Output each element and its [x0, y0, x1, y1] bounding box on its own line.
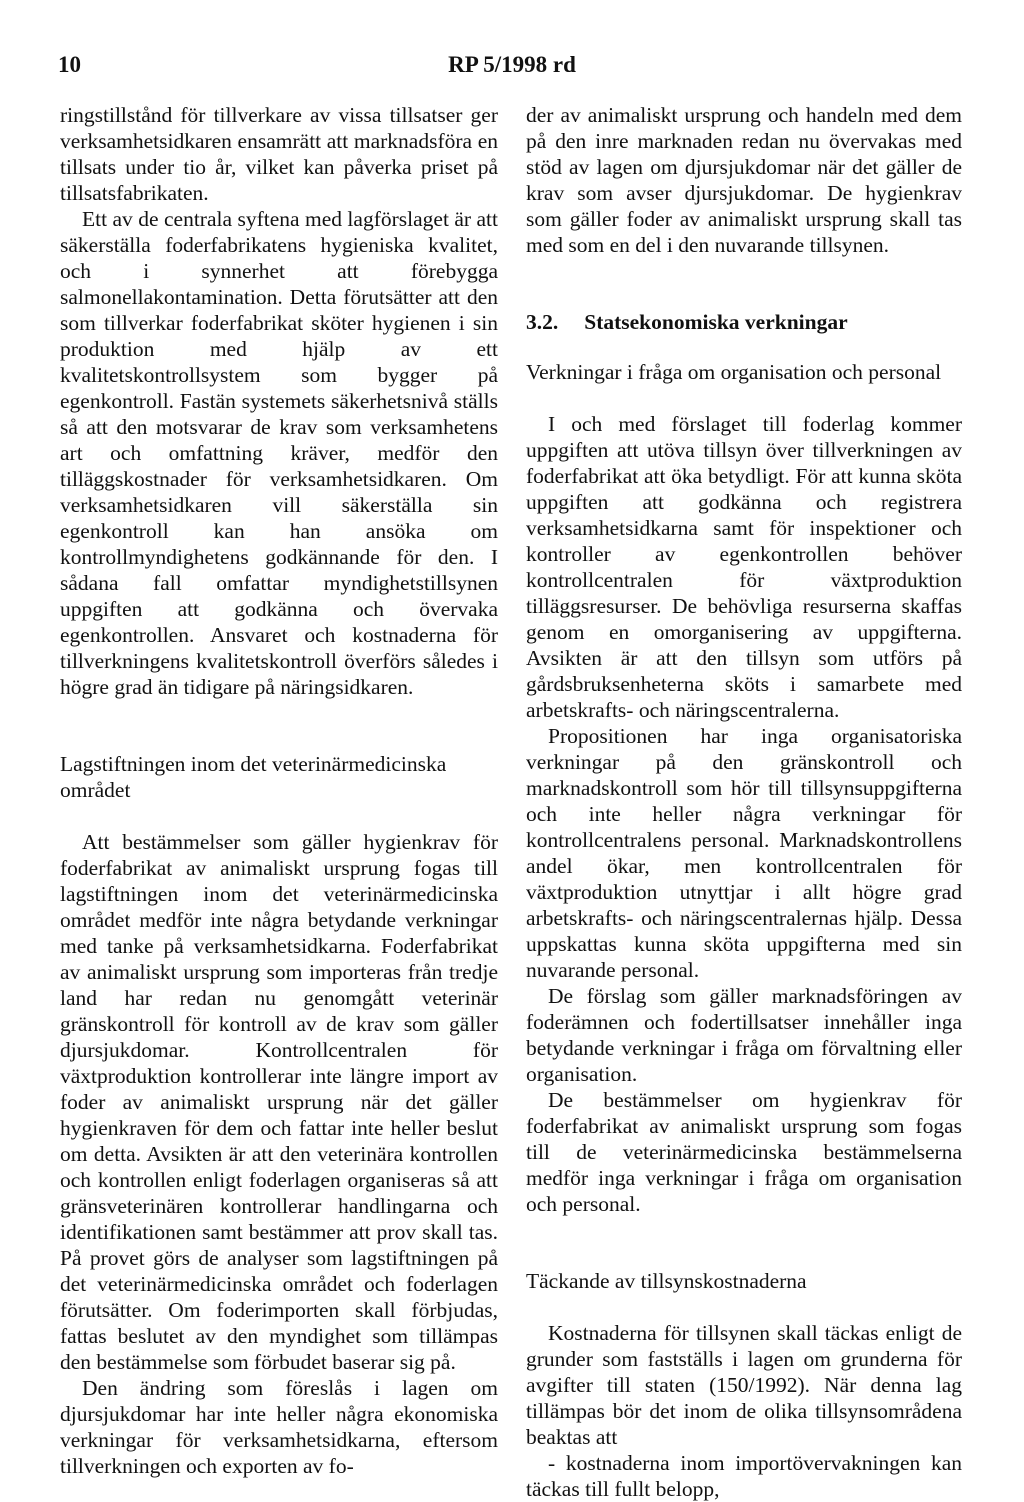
section-title: Statsekonomiska verkningar [584, 310, 848, 334]
paragraph: I och med förslaget till foderlag kommer uppgiften att utöva tillsyn över tillverkningen av foderfabrikat att öka betydligt. För att kunna sköta uppgiften att godkänna och registrera verksamhetsidkarna samt för inspektioner och kontroller av egenkontrollen behöver kontrollcentralen för växtproduktion tilläggsresurser. De behövliga resurserna skaffas genom en omorganisering av uppgifterna. Avsikten är att den tillsyn som utförs på gårdsbruksenheterna sköts i samarbete med arbetskrafts- och näringscentralerna. [526, 412, 962, 722]
running-title: RP 5/1998 rd [448, 52, 576, 77]
right-column [526, 102, 962, 1502]
paragraph: der av animaliskt ursprung och handeln med dem på den inre marknaden redan nu övervakas med stöd av lagen om djursjukdomar när det gäller de krav som avser djursjukdomar. De hygienkrav som gäller foder av animaliskt ursprung skall tas med som en del i den nuvarande tillsynen. [526, 103, 962, 257]
subsection-heading: Täckande av tillsynskostnaderna [526, 1269, 807, 1293]
section-number: 3.2. [526, 310, 559, 334]
page-number: 10 [58, 52, 81, 77]
paragraph: ringstillstånd för tillverkare av vissa tillsatser ger verksamhetsidkaren ensamrätt att marknadsföra en tillsats under tio år, vilket kan påverka priset på tillsatsfabrikaten. [60, 103, 498, 205]
subsection-heading: Lagstiftningen inom det veterinärmedicinska området [60, 752, 447, 802]
paragraph: Ett av de centrala syftena med lagförslaget är att säkerställa foderfabrikatens hygieniska kvalitet, och i synnerhet att förebygga salmonellakontamination. Detta förutsätter att den som tillverkar foderfabrikat sköter hygienen i sin produktion med hjälp av ett kvalitetskontrollsystem som bygger på egenkontroll. Fastän systemets säkerhetsnivå ställs så att den motsvarar de krav som verksamhetens art och omfattning kräver, medför den tilläggskostnader för verksamhetsidkaren. Om verksamhetsidkaren vill säkerställa sin egenkontroll kan han ansöka om kontrollmyndighetens godkännande för den. I sådana fall omfattar myndighetstillsynen uppgiften att godkänna och övervaka egenkontrollen. Ansvaret och kostnaderna för tillverkningens kvalitetskontroll överförs således i högre grad än tidigare på näringsidkaren. [60, 207, 498, 699]
paragraph: Att bestämmelser som gäller hygienkrav för foderfabrikat av animaliskt ursprung fogas till lagstiftningen inom det veterinärmedicinska området medför inte några betydande verkningar med tanke på verksamhetsidkarna. Foderfabrikat av animaliskt ursprung som importeras från tredje land har redan nu genomgått veterinär gränskontroll för kontroll av de krav som gäller djursjukdomar. Kontrollcentralen för växtproduktion kontrollerar inte längre import av foder av animaliskt ursprung när det gäller hygienkraven för dem och fattar inte heller beslut om detta. Avsikten är att den veterinära kontrollen och kontrollen enligt foderlagen organiseras så att gränsveterinären kontrollerar handlingarna och identifikationen samt bestämmer att prov skall tas. På provet görs de analyser som lagstiftningen på det veterinärmedicinska området och foderlagen förutsätter. Om foderimporten skall förbjudas, fattas beslutet av den myndighet som tillämpas den bestämmelse som förbudet baserar sig på. [60, 830, 498, 1374]
paragraph: Propositionen har inga organisatoriska verkningar på den gränskontroll och marknadskontroll som hör till tillsynsuppgifterna och inte heller några verkningar för kontrollcentralens personal. Marknadskontrollens andel ökar, men kontrollcentralen för växtproduktion utnyttjar i allt högre grad arbetskrafts- och näringscentralernas hjälp. Dessa uppskattas kunna sköta uppgifterna med sin nuvarande personal. [526, 724, 962, 982]
paragraph: De bestämmelser om hygienkrav för foderfabrikat av animaliskt ursprung som fogas till de veterinärmedicinska bestämmelserna medför inga verkningar i fråga om organisation och personal. [526, 1088, 962, 1216]
paragraph: Den ändring som föreslås i lagen om djursjukdomar har inte heller några ekonomiska verkningar för verksamhetsidkarna, eftersom tillverkningen och exporten av fo- [60, 1376, 498, 1478]
paragraph: De förslag som gäller marknadsföringen av foderämnen och fodertillsatser innehåller inga betydande verkningar i fråga om förvaltning eller organisation. [526, 984, 962, 1086]
paragraph: - kostnaderna inom importövervakningen kan täckas till fullt belopp, [526, 1451, 962, 1501]
section-heading [526, 309, 962, 335]
subsection-heading: Verkningar i fråga om organisation och personal [526, 360, 942, 384]
left-column [60, 102, 498, 1479]
paragraph: Kostnaderna för tillsynen skall täckas enligt de grunder som fastställs i lagen om grunderna för avgifter till staten (150/1992). När denna lag tillämpas bör det inom de olika tillsynsområdena beaktas att [526, 1321, 962, 1449]
